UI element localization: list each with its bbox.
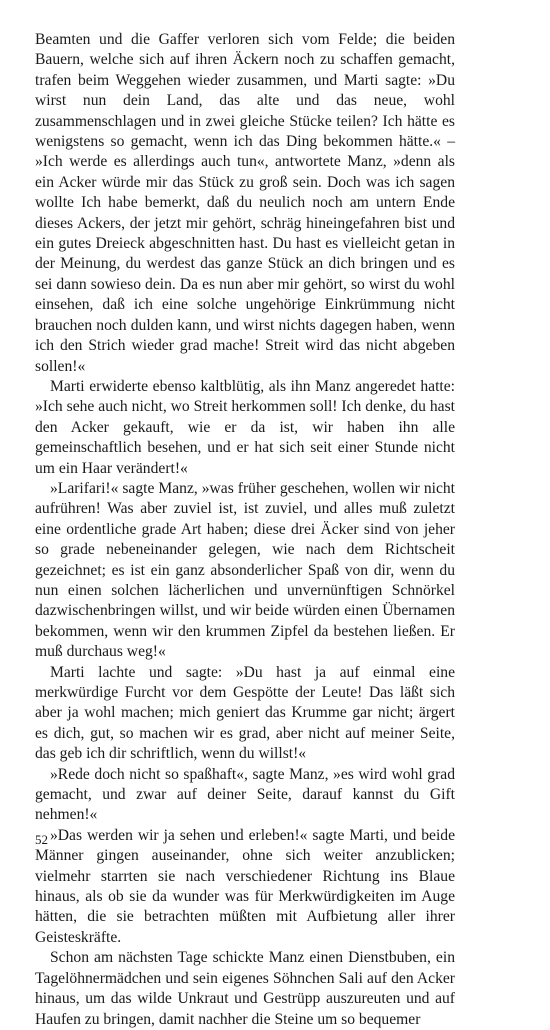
paragraph-5: »Rede doch nicht so spaßhaft«, sagte Manz, »es wird wohl grad gemacht, und zwar auf deiner Seite, darauf kannst du Gift nehmen!«	[35, 765, 455, 824]
paragraph-1: Beamten und die Gaffer verloren sich vom Felde; die beiden Bauern, welche sich auf ihren Äckern noch zu schaffen gemacht, trafen beim Weggehen wieder zusammen, und Marti sagte: »Du wirst nun dein Land, das alte und das neue, wohl zusammenschlagen und in zwei gleiche Stücke teilen? Ich hätte es wenigstens so gemacht, wenn ich das Ding bekommen hätte.« – »Ich werde es allerdings auch tun«, antwortete Manz, »denn als ein Acker würde mir das Stück zu groß sein. Doch was ich sagen wollte Ich habe bemerkt, daß du neulich noch am untern Ende dieses Ackers, der jetzt mir gehört, schräg hineingefahren bist und ein gutes Dreieck abgeschnitten hast. Du hast es vielleicht getan in der Meinung, du werdest das ganze Stück an dich bringen und es sei dann sowieso dein. Da es nun aber mir gehört, so wirst du wohl einsehen, daß ich eine solche ungehörige Einkrümmung nicht brauchen noch dulden kann, und wirst nichts dagegen haben, wenn ich den Strich wieder grad mache! Streit wird das nicht abgeben sollen!«	[35, 31, 455, 375]
page-number: 52	[35, 832, 48, 847]
paragraph-2: Marti erwiderte ebenso kaltblütig, als ihn Manz angeredet hatte: »Ich sehe auch nicht, wo Streit herkommen soll! Ich denke, du hast den Acker gekauft, wie er da ist, wir haben ihn alle gemeinschaftlich besehen, und er hat sich seit einer Stunde nicht um ein Haar verändert!«	[35, 377, 455, 477]
paragraph-3: »Larifari!« sagte Manz, »was früher geschehen, wollen wir nicht aufrühren! Was aber zuviel ist, ist zuviel, und alles muß zuletzt eine ordentliche grade Art haben; diese drei Äcker sind von jeher so grade nebeneinander gelegen, wie nach dem Richtscheit gezeichnet; es ist ein ganz absonderlicher Spaß von dir, wenn du nun einen solchen lächerlichen und unvernünftigen Schnörkel dazwischenbringen willst, und wir beide würden einen Übernamen bekommen, wenn wir den krummen Zipfel da bestehen ließen. Er muß durchaus weg!«	[35, 479, 455, 661]
paragraph-6: »Das werden wir ja sehen und erleben!« sagte Marti, und beide Männer gingen auseinander, ohne sich weiter anzublicken; vielmehr starrten sie nach verschiedener Richtung ins Blaue hinaus, als ob sie da wunder was für Merkwürdigkeiten im Auge hätten, die sie betrachten müßten mit Aufbietung aller ihrer Geisteskräfte.	[35, 826, 455, 946]
paragraph-4: Marti lachte und sagte: »Du hast ja auf einmal eine merkwürdige Furcht vor dem Gespötte der Leute! Das läßt sich aber ja wohl machen; mich geniert das Krumme gar nicht; ärgert es dich, gut, so machen wir es grad, aber nicht auf meiner Seite, das geb ich dir schriftlich, wenn du willst!«	[35, 663, 455, 763]
paragraph-7: Schon am nächsten Tage schickte Manz einen Dienstbuben, ein Tagelöhnermädchen und sein eigenes Söhnchen Sali auf den Acker hinaus, um das wilde Unkraut und Gestrüpp auszureuten und auf Haufen zu bringen, damit nachher die Steine um so bequemer	[35, 949, 455, 1028]
